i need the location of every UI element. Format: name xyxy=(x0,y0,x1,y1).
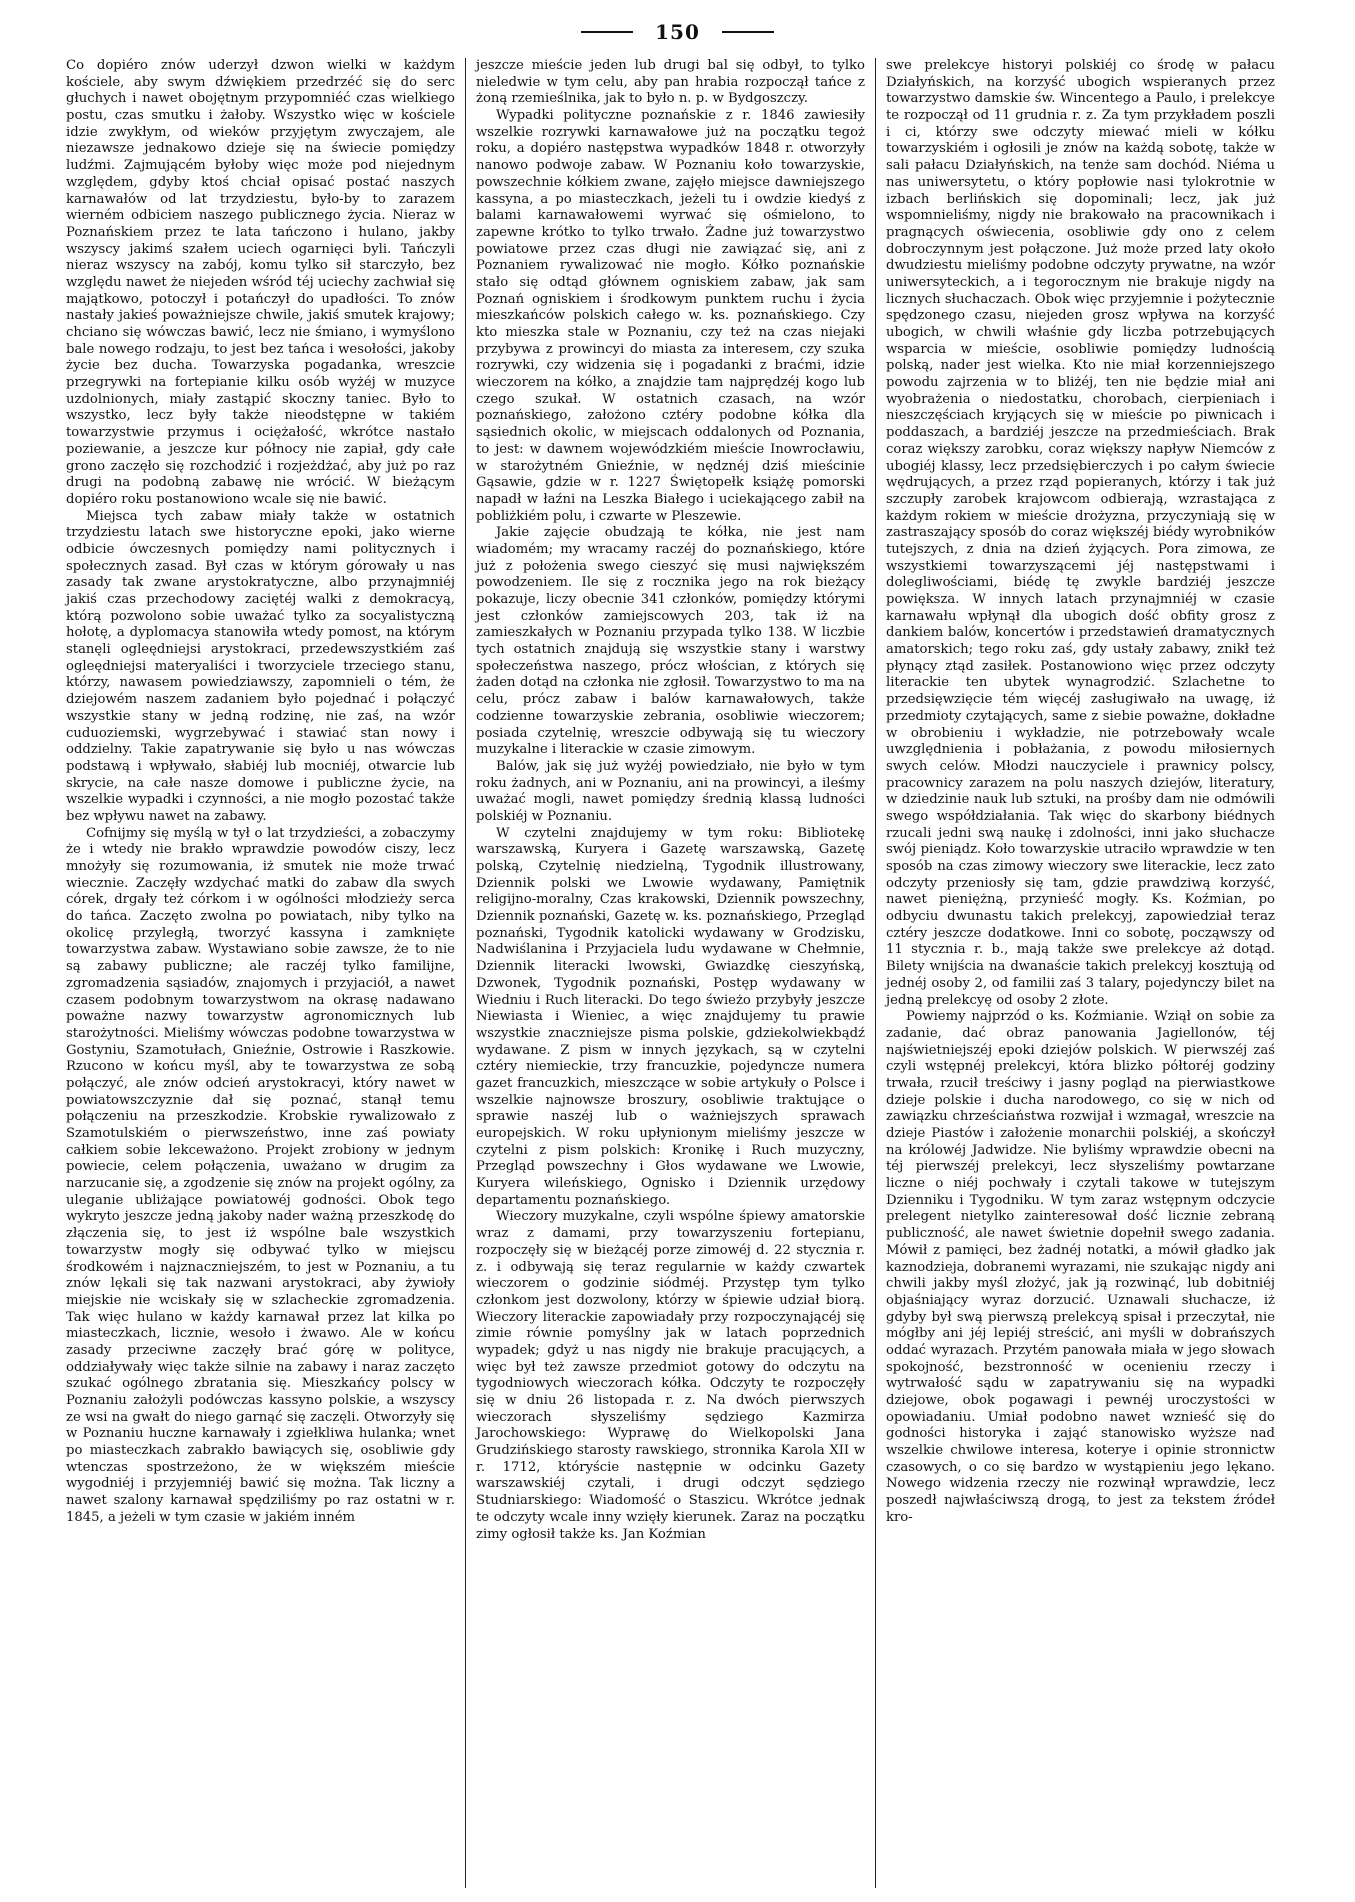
paragraph: Co dopiéro znów uderzył dzwon wielki w każdym kościele, aby swym dźwiękiem przedrzéć się do serc głuchych i nawet obojętnym przypomniéć czas wielkiego postu, czas smutku i żałoby. Wszystko więc w kościele idzie zwykłym, od wieków przyjętym zwyczajem, ale niezawsze jednakowo dzieje się na świecie pomiędzy ludźmi. Zajmującém byłoby więc może pod niejednym względem, gdyby ktoś chciał opisać postać naszych karnawałów od lat trzydziestu, było-by to zarazem wierném odbiciem naszego publicznego życia. Nieraz w Poznańskiem przez te lata tańczono i hulano, jakby wszyscy jakimś szałem uciech ogarnięci byli. Tańczyli nieraz wszyscy na zabój, komu tylko sił starczyło, bez względu nawet że niejeden wśród téj uciechy zachwiał się majątkowo, potoczył i potańczył do upadłości. To znów nastały jakieś poważniejsze chwile, jakiś smutek krajowy; chciano się wówczas bawić, lecz nie śmiano, i wymyślono bale nowego rodzaju, to jest bez tańca i wesołości, jakoby życie bez ducha. Towarzyska pogadanka, wreszcie przegrywki na fortepianie kilku osób wyżéj w muzyce uzdolnionych, miały zastąpić skoczny taniec. Było to wszystko, lecz były także nieodstępne w takiém towarzystwie przymus i ociężałość, wkrótce nastało poziewanie, a jeszcze kur północy nie zapiał, gdy całe grono zaczęło się rozchodzić i rozjeżdżać, aby już po raz drugi na podobną zabawę nie wrócić. W bieżącym dopiéro roku postanowiono wcale się nie bawić. xyxy=(66,58,455,507)
header-rule-right xyxy=(722,31,774,33)
paragraph: Wieczory muzykalne, czyli wspólne śpiewy amatorskie wraz z damami, przy towarzyszeniu fortepianu, rozpoczęły się w bieżącéj porze zimowéj d. 22 stycznia r. z. i odbywają się teraz regularnie w każdy czwartek wieczorem o godzinie siódméj. Przystęp tym tylko członkom jest dozwolony, którzy w śpiewie udział biorą. Wieczory literackie zapowiadały przy rozpoczynającéj się zimie równie pomyślny jak w latach poprzednich wypadek; gdyż u nas nigdy nie brakuje pracujących, a więc był też zawsze przedmiot gotowy do odczytu na tygodniowych wieczorach kółka. Odczyty te rozpoczęły się w dniu 26 listopada r. z. Na dwóch pierwszych wieczorach słyszeliśmy sędziego Kazmirza Jarochowskiego: Wyprawę do Wielkopolski Jana Grudzińskiego starosty rawskiego, stronnika Karola XII w r. 1712, któryście następnie w odcinku Gazety warszawskiéj czytali, i drugi odczyt sędziego Studniarskiego: Wiadomość o Staszicu. Wkrótce jednak te odczyty wcale inny wzięły kierunek. Zaraz na początku zimy ogłosił także ks. Jan Koźmian xyxy=(476,1209,865,1542)
page-header xyxy=(0,14,1355,50)
column-3 xyxy=(878,58,1283,1888)
column-1 xyxy=(58,58,463,1888)
paragraph: W czytelni znajdujemy w tym roku: Bibliotekę warszawską, Kuryera i Gazetę warszawską, Gazetę polską, Czytelnię niedzielną, Tygodnik illustrowany, Dziennik polski we Lwowie wydawany, Pamiętnik religijno-moralny, Czas krakowski, Dziennik powszechny, Dziennik poznański, Gazetę w. ks. poznańskiego, Przegląd poznański, Tygodnik katolicki wydawany w Grodzisku, Nadwiślanina i Przyjaciela ludu wydawane w Chełmnie, Dziennik literacki lwowski, Gwiazdkę cieszyńską, Dzwonek, Tygodnik poznański, Postęp wydawany w Wiedniu i Ruch literacki. Do tego świeżo przybyły jeszcze Niewiasta i Wieniec, a więc znajdujemy tu prawie wszystkie znaczniejsze pisma polskie, gdziekolwiekbądź wydawane. Z pism w innych językach, są w czytelni cztéry niemieckie, trzy francuzkie, pojedyncze numera gazet francuzkich, mieszczące w sobie artykuły o Polsce i wszelkie najnowsze broszury, osobliwie traktujące o sprawie naszéj lub o ważniejszych sprawach europejskich. W roku upłynionym mieliśmy jeszcze w czytelni z pism polskich: Kronikę i Ruch muzyczny, Przegląd powszechny i Głos wydawane we Lwowie, Kuryera wileńskiego, Ognisko i Dziennik urzędowy departamentu poznańskiego. xyxy=(476,825,865,1208)
column-divider xyxy=(465,58,466,1888)
paragraph: jeszcze mieście jeden lub drugi bal się odbył, to tylko nieledwie w tym celu, aby pan hrabia rozpoczął tańce z żoną rzemieślnika, jak to było n. p. w Bydgoszczy. xyxy=(476,58,865,107)
paragraph: Wypadki polityczne poznańskie z r. 1846 zawiesiły wszelkie rozrywki karnawałowe już na początku tegoż roku, a dopiéro następstwa wypadków 1848 r. otworzyły nanowo podwoje zabaw. W Poznaniu koło towarzyskie, powszechnie kółkiem zwane, zajęło miejsce dawniejszego kassyna, a po miasteczkach, jeżeli tu i owdzie kiedyś z balami karnawałowemi wyrwać się ośmielono, to zapewne krótko to tylko trwało. Żadne już towarzystwo powiatowe przez czas długi nie zawiązać się, ani z Poznaniem rywalizować nie mogło. Kółko poznańskie stało się odtąd głównem ogniskiem zabaw, jak sam Poznań ogniskiem i środkowym punktem ruchu i życia mieszkańców polskich całego w. ks. poznańskiego. Czy kto mieszka stale w Poznaniu, czy też na czas niejaki przybywa z prowincyi do miasta za interesem, czy szuka rozrywki, czy widzenia się i pogadanki z braćmi, idzie wieczorem na kółko, a znajdzie tam najprędzéj kogo lub czego szukał. W ostatnich czasach, na wzór poznańskiego, założono cztéry podobne kółka dla sąsiednich okolic, w miejscach oddalonych od Poznania, to jest: w dawnem wojewódzkiém mieście Inowrocławiu, w starożytném Gnieźnie, w nędznéj dziś mieścinie Gąsawie, gdzie w r. 1227 Świętopełk książę pomorski napadł w łaźni na Leszka Białego i uciekającego zabił na pobliżkiém polu, i czwarte w Pleszewie. xyxy=(476,108,865,524)
paragraph: Powiemy najprzód o ks. Koźmianie. Wziął on sobie za zadanie, dać obraz panowania Jagiellonów, téj najświetniejszéj epoki dziejów polskich. W pierwszéj zaś czyli wstępnéj prelekcyi, która blizko półtoréj godziny trwała, rzucił treściwy i jasny pogląd na pierwiastkowe dzieje polskie i ducha narodowego, co się w nich od zawiązku chrześciaństwa rozwijał i wzmagał, wreszcie na dzieje Piastów i założenie monarchii polskiéj, a skończył na królowéj Jadwidze. Nie byliśmy wprawdzie obecni na téj pierwszéj prelekcyi, lecz słyszeliśmy powtarzane liczne o niéj pochwały i czytali takowe w tutejszym Dzienniku i Tygodniku. W tym zaraz wstępnym odczycie prelegent nietylko zainteresował dość licznie zebraną publiczność, ale nawet świetnie dopełnił swego zadania. Mówił z pamięci, bez żadnéj notatki, a mówił gładko jak kaznodzieja, dobranemi wyrazami, nie szukając nigdy ani chwili jakby myśl złożyć, jak ją rozwinąć, lub dobitniéj objaśniający wyraz dorzucić. Uznawali słuchacze, iż gdyby był swą pierwszą prelekcyą spisał i przeczytał, nie mógłby ani jéj lepiéj streścić, ani myśli w dobrańszych oddać wyrazach. Przytém panowała miała w jego słowach spokojność, bezstronność w ocenieniu rzeczy i wytrwałość sądu w zapatrywaniu się na wypadki dziejowe, obok pogawagi i pewnéj uroczystości w opowiadaniu. Umiał podobno nawet wznieść się do godności historyka i zająć stanowisko wyższe nad wszelkie chwilowe interesa, koterye i opinie stronnictw czasowych, o co się bardzo w wystąpieniu jego lękano. Nowego widzenia rzeczy nie rozwinął wprawdzie, lecz poszedł najwłaściwszą drogą, to jest za tekstem źródeł kro- xyxy=(886,1009,1275,1525)
paragraph: Balów, jak się już wyżéj powiedziało, nie było w tym roku żadnych, ani w Poznaniu, ani na prowincyi, a ileśmy uważać mogli, nawet pomiędzy średnią klassą ludności polskiéj w Poznaniu. xyxy=(476,758,865,824)
paragraph: Miejsca tych zabaw miały także w ostatnich trzydziestu latach swe historyczne epoki, jako wierne odbicie ówczesnych pomiędzy nami politycznych i społecznych zasad. Był czas w którym górowały u nas zasady tak zwane arystokratyczne, albo przynajmniéj jakiś czas przechodowy zaciętéj walki z demokracyą, którą pozwolono sobie uważać tylko za socyalistyczną hołotę, a dyplomacya stanowiła wtedy pomost, na którym stanęli ogleędniejsi arystokraci, przedewszystkiém zaś ogleędniejsi materyaliści i tworzyciele trzeciego stanu, którzy, nawasem powiedziawszy, zapomnieli o tém, że dziejowém naszem zadaniem było pojednać i połączyć wszystkie stany w jedną rodzinę, nie zaś, na wzór cuduoziemski, wygrzebywać i stawiać stan nowy i oddzielny. Takie zapatrywanie się było u nas wówczas podstawą i wpływało, słabiéj lub mocniéj, otwarcie lub skrycie, na całe nasze domowe i publiczne życie, na wszelkie wypadki i czynności, a nie mogło pozostać także bez wpływu nawet na zabawy. xyxy=(66,508,455,824)
paragraph: Jakie zajęcie obudzają te kółka, nie jest nam wiadomém; my wracamy raczéj do poznańskiego, które już z położenia swego cieszyć się musi największém powodzeniem. Ile się z rocznika jego na rok bieżący pokazuje, liczy obecnie 341 członków, pomiędzy którymi jest członków zamiejscowych 203, tak iż na zamieszkałych w Poznaniu przypada tylko 138. W liczbie tych ostatnich znajdują się wszystkie stany i warstwy społeczeństwa naszego, prócz włościan, z których się żaden dotąd na członka nie zgłosił. Towarzystwo to ma na celu, prócz zabaw i balów karnawałowych, także codzienne towarzyskie zebrania, osobliwie wieczorem; posiada czytelnię, wreszcie odbywają się tu wieczory muzykalne i literackie w czasie zimowym. xyxy=(476,525,865,758)
paragraph: swe prelekcye historyi polskiéj co środę w pałacu Działyńskich, na korzyść ubogich wspieranych przez towarzystwo damskie św. Wincentego a Paulo, i prelekcye te rozpoczął od 11 grudnia r. z. Za tym przykładem poszli i ci, którzy swe odczyty miewać mieli w kółku towarzyskiém i ogłosili je znów na każdą sobotę, także w sali pałacu Działyńskich, na tenże sam dochód. Niéma u nas uniwersytetu, o który popłowie nasi tylokrotnie w izbach berlińskich się dopominali; lecz, jak już wspomnieliśmy, nigdy nie brakowało na pracownikach i pragnących oświecenia, osobliwie gdy ono z celem dobroczynnym jest połączone. Już może przed laty około dwudziestu mieliśmy podobne odczyty prywatne, na wzór uniwersyteckich, a i tegorocznym nie brakuje nigdy na licznych słuchaczach. Obok więc przyjemnie i pożyteczniе spędzonego czasu, niejeden grosz wpływa na korzyść ubogich, w chwili właśnie gdy liczba potrzebujących wsparcia w mieście, osobliwie pomiędzy ludnością polską, nader jest wielka. Kto nie miał korzenniejszego powodu zajrzenia w to bliżéj, ten nie będzie miał ani wyobrażenia o niedostatku, chorobach, cierpieniach i nieszczęściach kryjących się w mieście po piwnicach i poddaszach, a bardziéj jeszcze na przedmieściach. Brak coraz większy zarobku, coraz większy napływ Niemców z ubogiéj klassy, lecz przedsiębierczych i po całym świecie wędrujących, a przez rząd popieranych, którzy i tak już szczupły zarobek krajowcom odbierają, wzrastająca z każdym rokiem w mieście drożyzna, przyczyniają się w zastraszający sposób do coraz większéj biédy wyrobników tutejszych, z dnia na dzień żyjących. Pora zimowa, ze wszystkiemi towarzyszącemi jéj następstwami i dolegliwościami, biédę tę zwykle bardziéj jeszcze powiększa. W innych latach przynajmniéj w czasie karnawału wpłynął dla ubogich dość obfity grosz z dankiem balów, koncertów i przedstawień dramatycznych amatorskich; tego roku zaś, gdy ustały zabawy, znikł też płynący ztąd zasiłek. Postanowiono więc przez odczyty literackie ten ubytek wynagrodzić. Szlachetne to przedsięwzięcie tém więcéj zasługiwało na uwagę, iż przedmioty czytających, same z siebie poważne, dokładne w obrobieniu i wykładzie, nie potrzebowały wcale uwzględnienia i pobłażania, z powodu miłosiernych swych celów. Młodzi nauczyciele i prawnicy polscy, pracownicy zarazem na polu naszych dziejów, literatury, w dziedzinie nauk lub sztuki, na prośby dam nie odmówili swego współdziałania. Tak więc do skarbony biédnych rzucali jedni swą naukę i zdolności, inni jako słuchacze swój pieniądz. Koło towarzyskie utraciło wprawdzie w ten sposób na czas zimowy wieczory swe literackie, lecz zato odczyty przeniosły się tam, gdzie prawdziwą korzyść, nawet pieniężną, przynieść mogły. Ks. Koźmian, po odbyciu dwunastu takich prelekcyj, zapowiedział teraz cztéry jeszcze dodatkowe. Inni co sobotę, począwszy od 11 stycznia r. b., mają także swe prelekcye aż dotąd. Bilety wnijścia na dwanaście takich prelekcyj kosztują od jednéj osoby 2, od familii zaś 3 talary, pojedynczy bilet na jedną prelekcyę od osoby 2 złote. xyxy=(886,58,1275,1008)
column-divider xyxy=(875,58,876,1888)
paragraph: Cofnijmy się myślą w tył o lat trzydzieści, a zobaczymy że i wtedy nie brakło wprawdzie powodów ciszy, lecz mnożyły się rozumowania, iż smutek nie może trwać wiecznie. Zaczęły wzdychać matki do zabaw dla swych córek, drgały też córkom i w ogólności młodzieży serca do tańca. Zaczęto zwolna po powiatach, niby tylko na okolicę przyległą, tworzyć kassyna i zamknięte towarzystwa zabaw. Wystawiano sobie zawsze, że to nie są zabawy publiczne; ale raczéj tylko familijne, zgromadzenia sąsiadów, znajomych i przyjaciół, a nawet czasem podobnym towarzystwom na okrasę nadawano poważne nazwy towarzystw agronomicznych lub starożytności. Mieliśmy wówczas podobne towarzystwa w Gostyniu, Szamotułach, Gnieźnie, Ostrowie i Raszkowie. Rzucono w końcu myśl, aby te towarzystwa ze sobą połączyć, ale znów odcień arystokracyi, który nawet w powiatowszczyznie dał się poznać, stanął temu połączeniu na przeszkodzie. Krobskie rywalizowało z Szamotulskiém o pierwszeństwo, inne zaś powiaty całkiem sobie lekceważono. Projekt zrobiony w jednym powiecie, celem połączenia, uważano w drugim za narzucanie się, a zgodzenie się znów na projekt ogólny, za uleganie ubliżające powiatowéj godności. Obok tego wykryto jeszcze jedną jakoby nader ważną przeszkodę do złączenia się, to jest iż wspólne bale wszystkich towarzystw mogły się odbywać tylko w miejscu środkowém i najznaczniejszém, to jest w Poznaniu, a tu znów lękali się tak nazwani arystokraci, aby żywioły miejskie nie wciskały się w szlacheckie zgromadzenia. Tak więc hulano w każdy karnawał przez lat kilka po miasteczkach, licznie, wesoło i żwawo. Ale w końcu zasady przeciwne zaczęły brać górę w polityce, oddziaływały więc także silnie na zabawy i naraz zaczęto szukać ogólnego zbratania się. Mieszkańcy polscy w Poznaniu założyli podówczas kassyno polskie, a wszyscy ze wsi na gwałt do niego garnąć się zaczęli. Otworzyły się w Poznaniu huczne karnawały i zgiełkliwa hulanka; wnet po miasteczkach zabrakło bawiących się, osobliwie gdy wtenczas spostrzeżono, że w większém mieście wygodniéj i przyjemniéj bawić się można. Tak liczny a nawet szalony karnawał spędziliśmy po raz ostatni w r. 1845, a jeżeli w tym czasie w jakiém inném xyxy=(66,825,455,1525)
text-columns xyxy=(58,58,1303,1888)
page-number: 150 xyxy=(655,20,700,44)
column-2 xyxy=(468,58,873,1888)
header-rule-left xyxy=(581,31,633,33)
